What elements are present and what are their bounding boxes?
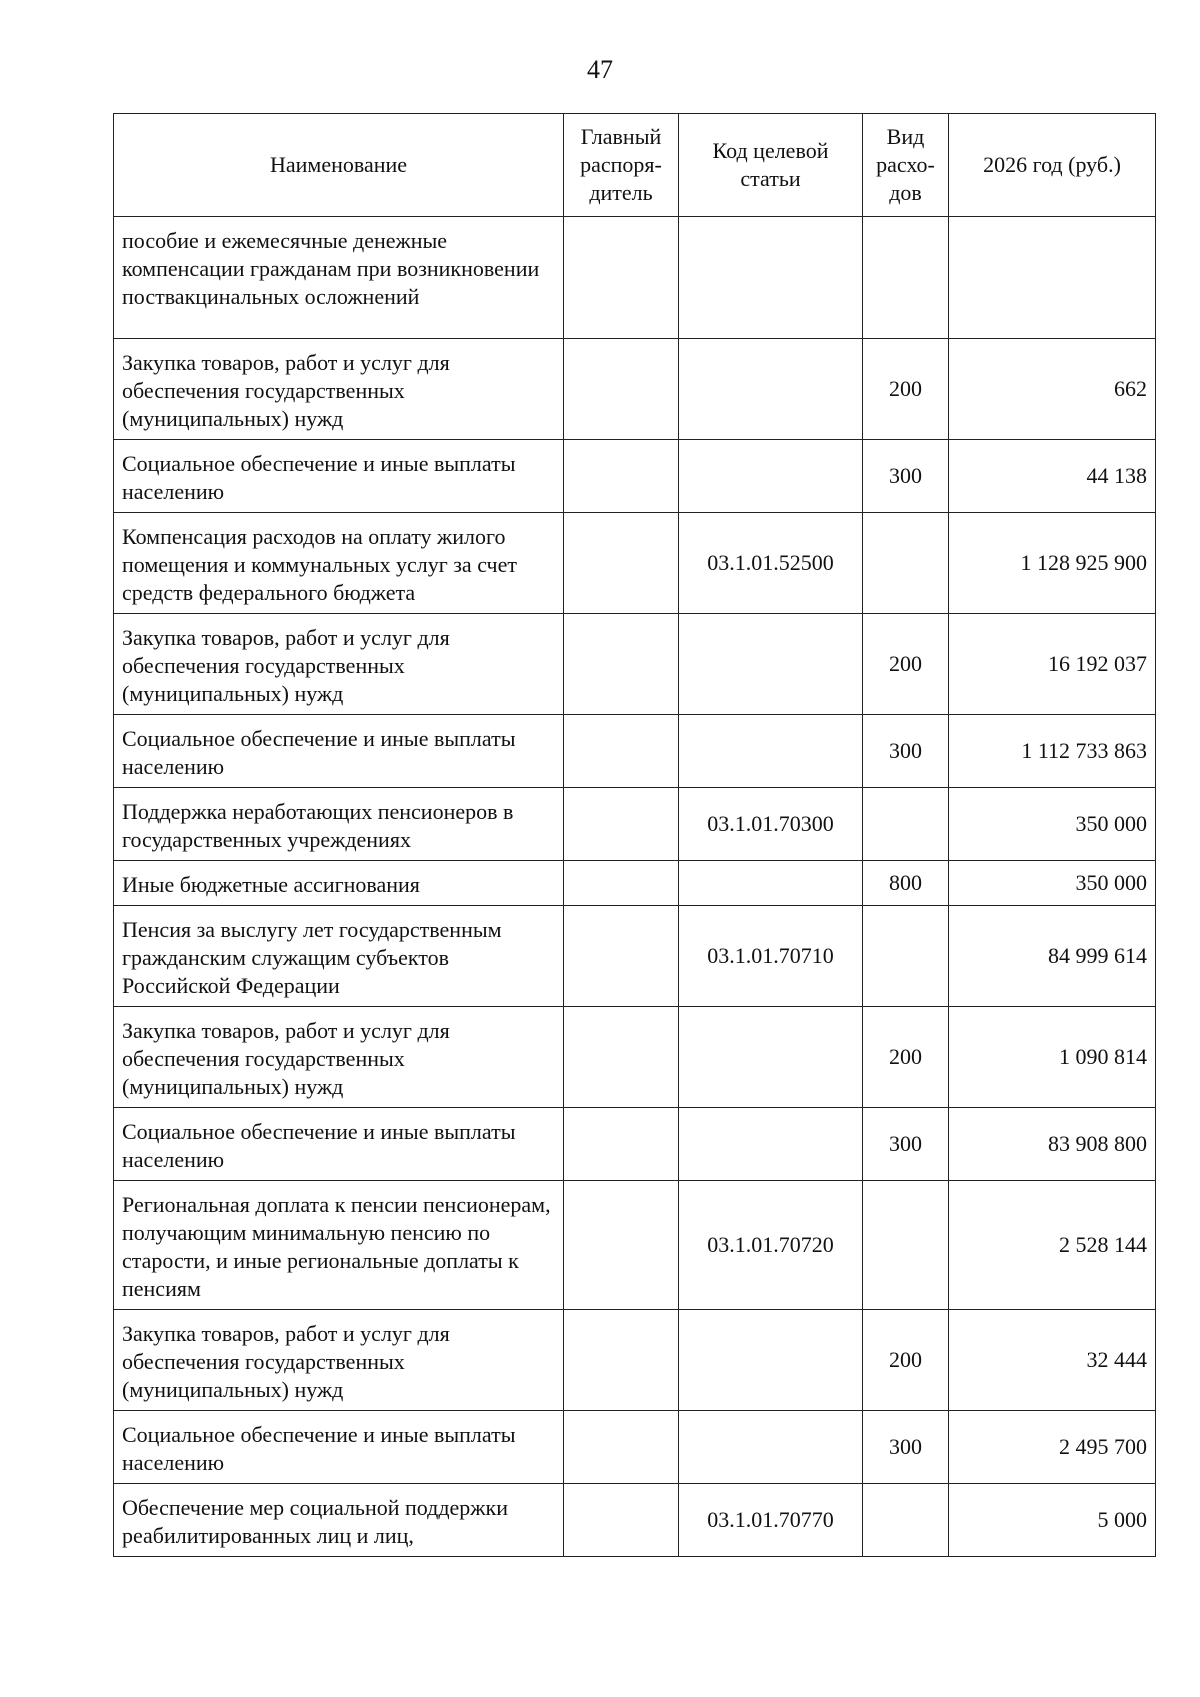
cell-code [679,861,863,906]
cell-code: 03.1.01.70710 [679,906,863,1007]
cell-distributor [564,715,679,788]
cell-code [679,1310,863,1411]
cell-distributor [564,861,679,906]
cell-distributor [564,788,679,861]
cell-amount: 32 444 [949,1310,1156,1411]
cell-name: Закупка товаров, работ и услуг для обеспечения государственных (муниципальных) нужд [114,339,564,440]
cell-amount: 1 090 814 [949,1007,1156,1108]
cell-code [679,1108,863,1181]
cell-name: Социальное обеспечение и иные выплаты населению [114,715,564,788]
table-row [114,614,1156,715]
cell-amount: 2 495 700 [949,1411,1156,1484]
cell-type [863,513,949,614]
header-code: Код целевой статьи [679,114,863,217]
budget-table [113,113,1156,1557]
table-row [114,513,1156,614]
cell-distributor [564,1108,679,1181]
table-row [114,1108,1156,1181]
table-body [114,217,1156,1557]
cell-name: Иные бюджетные ассигнования [114,861,564,906]
cell-code [679,339,863,440]
cell-distributor [564,217,679,339]
cell-code: 03.1.01.70300 [679,788,863,861]
table-row [114,715,1156,788]
cell-type: 200 [863,1310,949,1411]
cell-code: 03.1.01.52500 [679,513,863,614]
table-row [114,1007,1156,1108]
cell-name: Закупка товаров, работ и услуг для обеспечения государственных (муниципальных) нужд [114,614,564,715]
cell-type: 200 [863,614,949,715]
cell-name: Компенсация расходов на оплату жилого помещения и коммунальных услуг за счет средств федерального бюджета [114,513,564,614]
cell-type: 300 [863,440,949,513]
cell-distributor [564,1007,679,1108]
header-name: Наименование [114,114,564,217]
cell-amount: 83 908 800 [949,1108,1156,1181]
cell-name: пособие и ежемесячные денежные компенсации гражданам при возникновении поствакцинальных осложнений [114,217,564,339]
table-row [114,217,1156,339]
cell-name: Закупка товаров, работ и услуг для обеспечения государственных (муниципальных) нужд [114,1007,564,1108]
cell-type [863,906,949,1007]
cell-amount: 5 000 [949,1484,1156,1557]
cell-amount: 1 112 733 863 [949,715,1156,788]
cell-amount [949,217,1156,339]
cell-type: 200 [863,1007,949,1108]
cell-type [863,1484,949,1557]
header-row [114,114,1156,217]
cell-distributor [564,1411,679,1484]
cell-type [863,788,949,861]
cell-amount: 350 000 [949,861,1156,906]
cell-amount: 2 528 144 [949,1181,1156,1310]
table-row [114,1411,1156,1484]
cell-distributor [564,1181,679,1310]
cell-amount: 16 192 037 [949,614,1156,715]
header-type: Вид расхо-дов [863,114,949,217]
cell-name: Поддержка неработающих пенсионеров в государственных учреждениях [114,788,564,861]
header-amount: 2026 год (руб.) [949,114,1156,217]
cell-name: Обеспечение мер социальной поддержки реабилитированных лиц и лиц, [114,1484,564,1557]
cell-distributor [564,906,679,1007]
cell-code [679,1007,863,1108]
cell-code [679,715,863,788]
cell-amount: 662 [949,339,1156,440]
header-distributor: Главный распоря-дитель [564,114,679,217]
cell-name: Социальное обеспечение и иные выплаты населению [114,440,564,513]
cell-code [679,440,863,513]
cell-type: 200 [863,339,949,440]
table-header [114,114,1156,217]
cell-type: 300 [863,1108,949,1181]
cell-distributor [564,1484,679,1557]
cell-amount: 44 138 [949,440,1156,513]
cell-code: 03.1.01.70770 [679,1484,863,1557]
cell-name: Социальное обеспечение и иные выплаты населению [114,1411,564,1484]
cell-distributor [564,614,679,715]
cell-type: 800 [863,861,949,906]
cell-amount: 1 128 925 900 [949,513,1156,614]
table-row [114,861,1156,906]
table-row [114,1484,1156,1557]
cell-code [679,217,863,339]
cell-amount: 84 999 614 [949,906,1156,1007]
cell-type: 300 [863,1411,949,1484]
cell-amount: 350 000 [949,788,1156,861]
cell-type [863,1181,949,1310]
cell-code [679,614,863,715]
cell-code: 03.1.01.70720 [679,1181,863,1310]
cell-name: Региональная доплата к пенсии пенсионерам, получающим минимальную пенсию по старости, и иные региональные доплаты к пенсиям [114,1181,564,1310]
cell-name: Пенсия за выслугу лет государственным гражданским служащим субъектов Российской Федерации [114,906,564,1007]
cell-name: Социальное обеспечение и иные выплаты населению [114,1108,564,1181]
page-number: 47 [587,55,613,84]
cell-code [679,1411,863,1484]
table-row [114,906,1156,1007]
cell-distributor [564,1310,679,1411]
cell-type: 300 [863,715,949,788]
table-row [114,440,1156,513]
table-row [114,339,1156,440]
cell-name: Закупка товаров, работ и услуг для обеспечения государственных (муниципальных) нужд [114,1310,564,1411]
cell-distributor [564,513,679,614]
cell-distributor [564,440,679,513]
cell-distributor [564,339,679,440]
table-row [114,1181,1156,1310]
table-row [114,788,1156,861]
table-row [114,1310,1156,1411]
cell-type [863,217,949,339]
